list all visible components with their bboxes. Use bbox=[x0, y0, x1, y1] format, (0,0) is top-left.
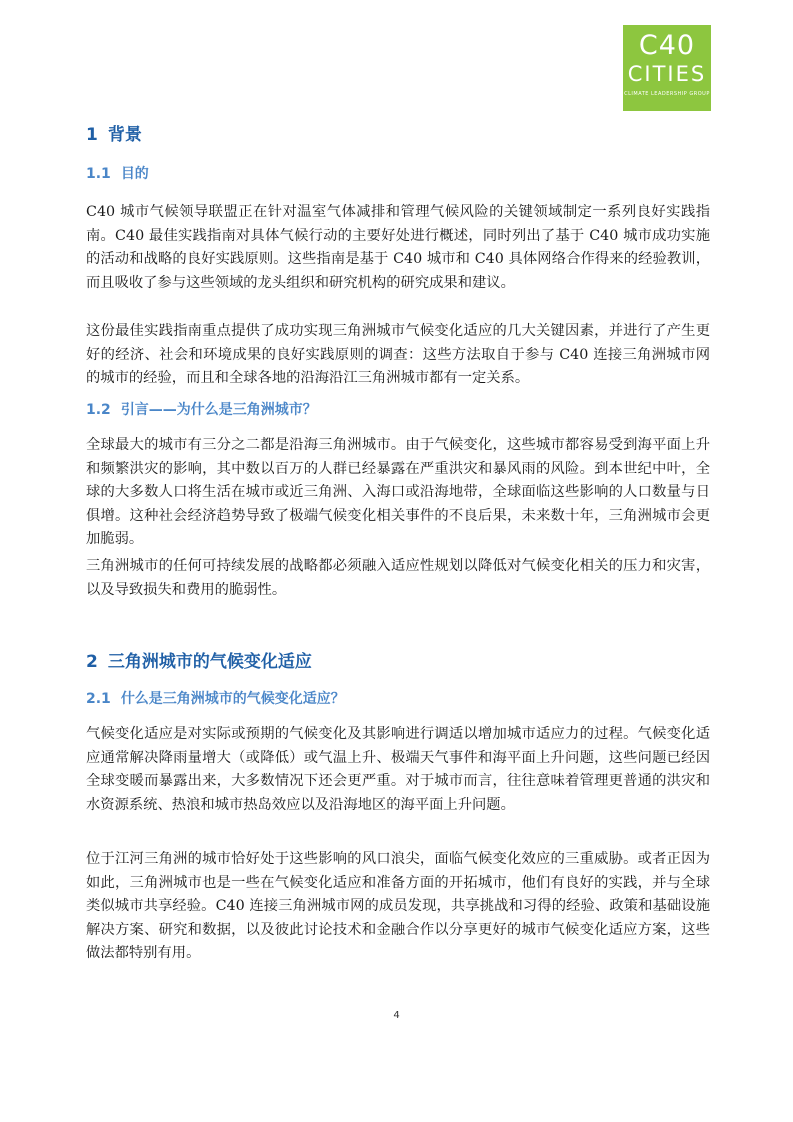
section-2-1-title: 什么是三角洲城市的气候变化适应？ bbox=[120, 691, 345, 707]
section-2-1-number: 2.1 bbox=[86, 691, 111, 707]
logo-c40-text: C40 bbox=[638, 30, 696, 61]
logo-cities-text: CITIES bbox=[627, 62, 707, 86]
section-1-heading bbox=[86, 124, 142, 146]
section-1-1-paragraph-1: C40 城市气候领导联盟正在针对温室气体减排和管理气候风险的关键领域制定一系列良好实践指南。C40 最佳实践指南对具体气候行动的主要好处进行概述，同时列出了基于 C40 城市成功实施的活动和战略的良好实践原则。这些指南是基于 C40 城市和 C40 具体网络合作得来的经验教训，而且吸收了参与这些领域的龙头组织和研究机构的研究成果和建议。 bbox=[86, 204, 710, 291]
section-1-1-number: 1.1 bbox=[86, 166, 111, 182]
section-1-2-paragraph-1: 全球最大的城市有三分之二都是沿海三角洲城市。由于气候变化，这些城市都容易受到海平面上升和频繁洪灾的影响，其中数以百万的人群已经暴露在严重洪灾和暴风雨的风险。到本世纪中叶，全球的大多数人口将生活在城市或近三角洲、入海口或沿海地带，全球面临这些影响的人口数量与日俱增。这种社会经济趋势导致了极端气候变化相关事件的不良后果，未来数十年，三角洲城市会更加脆弱。 bbox=[86, 437, 710, 548]
section-2-title: 三角洲城市的气候变化适应 bbox=[107, 652, 312, 672]
section-1-1-title: 目的 bbox=[120, 166, 149, 182]
section-2-heading bbox=[86, 651, 312, 673]
section-1-number: 1 bbox=[86, 125, 98, 145]
section-1-2-title: 引言——为什么是三角洲城市？ bbox=[120, 402, 317, 418]
page-number: 4 bbox=[393, 1010, 400, 1021]
section-2-1-paragraph-2: 位于江河三角洲的城市恰好处于这些影响的风口浪尖，面临气候变化效应的三重威胁。或者正因为如此，三角洲城市也是一些在气候变化适应和准备方面的开拓城市，他们有良好的实践，并与全球类似城市共享经验。C40 连接三角洲城市网的成员发现，共享挑战和习得的经验、政策和基础设施解决方案、研究和数据，以及彼此讨论技术和金融合作以分享更好的城市气候变化适应方案，这些做法都特别有用。 bbox=[86, 851, 710, 962]
section-2-1-paragraph-1: 气候变化适应是对实际或预期的气候变化及其影响进行调适以增加城市适应力的过程。气候变化适应通常解决降雨量增大（或降低）或气温上升、极端天气事件和海平面上升问题，这些问题已经因全球变暖而暴露出来，大多数情况下还会更严重。对于城市而言，往往意味着管理更普通的洪灾和水资源系统、热浪和城市热岛效应以及沿海地区的海平面上升问题。 bbox=[86, 726, 710, 813]
section-1-1-heading bbox=[86, 164, 149, 184]
c40-cities-logo bbox=[623, 25, 711, 111]
section-1-2-heading bbox=[86, 400, 317, 420]
section-1-2-number: 1.2 bbox=[86, 402, 111, 418]
section-2-1-heading bbox=[86, 689, 345, 709]
section-2-number: 2 bbox=[86, 652, 98, 672]
section-1-2-paragraph-2: 三角洲城市的任何可持续发展的战略都必须融入适应性规划以降低对气候变化相关的压力和灾害，以及导致损失和费用的脆弱性。 bbox=[86, 558, 710, 598]
section-1-title: 背景 bbox=[107, 125, 142, 145]
logo-tagline-text: CLIMATE LEADERSHIP GROUP bbox=[624, 91, 710, 97]
section-1-1-paragraph-2: 这份最佳实践指南重点提供了成功实现三角洲城市气候变化适应的几大关键因素，并进行了产生更好的经济、社会和环境成果的良好实践原则的调查：这些方法取自于参与 C40 连接三角洲城市网的城市的经验，而且和全球各地的沿海沿江三角洲城市都有一定关系。 bbox=[86, 323, 710, 387]
